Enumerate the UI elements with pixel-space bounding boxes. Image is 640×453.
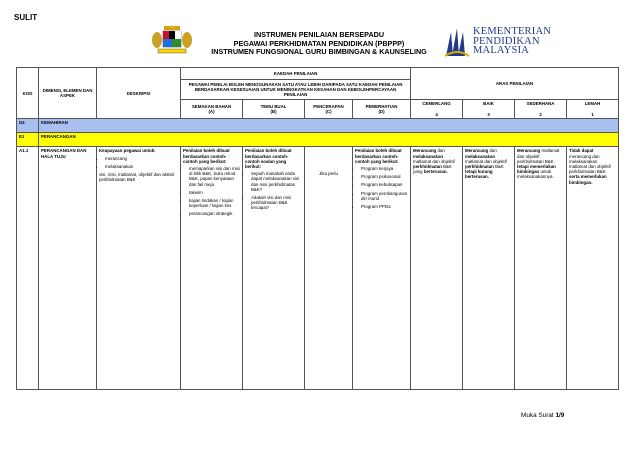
row-kod: D4 <box>17 119 39 133</box>
row-label: KEMAHIRAN <box>39 119 619 133</box>
row-kod: E1 <box>17 133 39 147</box>
col-header-dimensi: DIMENSI, ELEMEN DAN ASPEK <box>39 68 97 119</box>
page-number: Muka Surat 1/9 <box>521 412 565 419</box>
row-aras-2: Merancang matlamat dan objektif perkhidmatan B&K tetapi memerlukan bimbingan untuk melaksanakannya. <box>515 147 567 390</box>
kaedah-col-d: PEMERHATIAN (D) <box>353 100 411 119</box>
classification-label: SULIT <box>14 13 38 22</box>
kaedah-description: PEGAWAI PENILAI BOLEH MENGGUNAKAN SATU ATAU LEBIH DARIPADA SATU KAEDAH PENILAIAN BERDASARKAN KESESUAIAN UNTUK MENINGKATKAN KESAHAN DAN KEBOLEHPERCAYAAN PENILAIAN <box>181 80 411 100</box>
row-pencerapan: Jika perlu <box>305 147 353 390</box>
aras-col-sederhana: SEDERHANA 2 <box>515 100 567 119</box>
row-aras-4: Merancang dan melaksanakan matlamat dan objektif perkhidmatan B&K yang berterusan. <box>411 147 463 390</box>
table-row-e1 <box>17 133 619 147</box>
document-title: INSTRUMEN PENILAIAN BERSEPADU PEGAWAI PERKHIDMATAN PENDIDIKAN (PBPPP) INSTRUMEN FUNGSIONAL GURU BIMBINGAN & KAUNSELING <box>211 30 427 57</box>
row-label: PERANCANGAN <box>39 133 619 147</box>
malaysia-crest-icon <box>150 24 194 56</box>
row-aras-1: Tidak dapat merancang dan melaksanakan matlamat dan objektif perkhidmatan B&K serta memerlukan bimbingan. <box>567 147 619 390</box>
kaedah-col-a: SEMAKAN BAHAN (A) <box>181 100 243 119</box>
aras-col-lemah: LEMAH 1 <box>567 100 619 119</box>
row-temu-bual: Penilaian boleh dibuat berdasarkan contoh-contoh soalan yang berikut: • Sejauh manakah anda dapat melaksanakan visi dan misi perkhidmatan B&K? • Adakah visi dan misi perkhidmatan B&K tercapai? <box>243 147 305 390</box>
aras-col-baik: BAIK 3 <box>463 100 515 119</box>
col-header-deskripsi: DESKRIPSI <box>97 68 181 119</box>
table-row-d4 <box>17 119 619 133</box>
kaedah-col-b: TEMU BUAL (B) <box>243 100 305 119</box>
row-aras-3: Merancang dan melaksanakan matlamat dan objektif perkhidmatan B&K tetapi kurang berterusan. <box>463 147 515 390</box>
row-deskripsi: Keupayaan pegawai untuk: • merancang • melaksanakan visi, misi, matlamat, objektif dan aktiviti perkhidmatan B&K <box>97 147 181 390</box>
ministry-logo-icon <box>443 26 471 60</box>
table-row-a11 <box>17 147 619 390</box>
row-dimensi: PERANCANGAN DAN HALA TUJU <box>39 147 97 390</box>
kaedah-header: KAEDAH PENILAIAN <box>181 68 411 80</box>
kpm-logo: KEMENTERIAN PENDIDIKAN MALAYSIA <box>443 24 593 64</box>
aras-col-cemerlang: CEMERLANG 4 <box>411 100 463 119</box>
row-semakan-bahan: Penilaian boleh dibuat berdasarkan contoh-contoh yang berikut: • memaparkan visi dan misi di bilik B&K, buku rekod B&K, papan kenyataan dan fail meja • takwim • kajian tindakan / kajian keperluan / kajian kes • perancangan strategik <box>181 147 243 390</box>
kaedah-col-c: PENCERAPAN (C) <box>305 100 353 119</box>
assessment-table <box>16 67 619 390</box>
row-pemerhatian: Penilaian boleh dibuat berdasarkan contoh-contoh yang berikut: • Program kerjaya • Program psikososial • Program kebulisapan • Program pembangunan diri murid • Program PPDa <box>353 147 411 390</box>
row-kod: A1.1 <box>17 147 39 390</box>
col-header-kod: KOD <box>17 68 39 119</box>
aras-header: ARAS PENILAIAN <box>411 68 619 100</box>
